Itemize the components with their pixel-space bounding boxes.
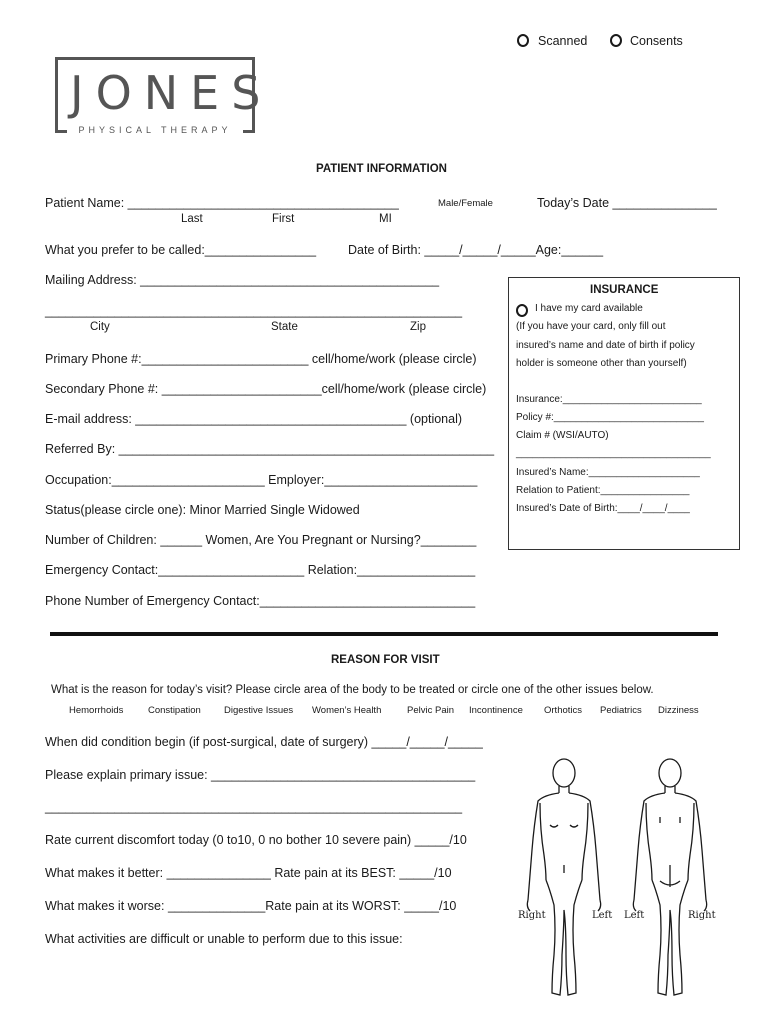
status-field[interactable]: Status(please circle one): Minor Married Single Widowed — [45, 503, 360, 517]
insurance-heading: INSURANCE — [590, 284, 659, 296]
condition-begin-field[interactable]: When did condition begin (if post-surgical, date of surgery) _____/_____/_____ — [45, 735, 483, 749]
back-body-figure[interactable] — [633, 759, 706, 995]
policy-field[interactable]: Policy #:___________________________ — [516, 412, 704, 423]
sub-label-zip: Zip — [410, 321, 426, 333]
consents-checkbox[interactable] — [610, 34, 622, 47]
scanned-checkbox[interactable] — [517, 34, 529, 47]
insured-name-field[interactable]: Insured’s Name:____________________ — [516, 467, 700, 478]
issue-pelvic-pain[interactable]: Pelvic Pain — [407, 705, 454, 716]
label-right-back: Right — [688, 910, 716, 921]
better-pain-best-field[interactable]: What makes it better: _______________ Rate pain at its BEST: _____/10 — [45, 866, 452, 880]
reason-heading: REASON FOR VISIT — [331, 654, 440, 666]
issue-dizziness[interactable]: Dizziness — [658, 705, 699, 716]
relation-field[interactable]: Relation to Patient:________________ — [516, 485, 690, 496]
logo — [55, 57, 273, 133]
todays-date-field[interactable]: Today’s Date _______________ — [537, 196, 717, 210]
sub-label-state: State — [271, 321, 298, 333]
emergency-phone-field[interactable]: Phone Number of Emergency Contact:_______________________________ — [45, 594, 476, 608]
claim-field[interactable]: ___________________________________ — [516, 448, 711, 459]
issue-hemorrhoids[interactable]: Hemorrhoids — [69, 705, 124, 716]
rate-discomfort-field[interactable]: Rate current discomfort today (0 to10, 0 no bother 10 severe pain) _____/10 — [45, 833, 467, 847]
primary-phone-field[interactable]: Primary Phone #:________________________ cell/home/work (please circle) — [45, 352, 477, 366]
activities-field[interactable]: What activities are difficult or unable to perform due to this issue: — [45, 932, 403, 946]
scanned-label: Scanned — [538, 34, 588, 48]
email-field[interactable]: E-mail address: _______________________________________ (optional) — [45, 412, 463, 426]
insurance-field[interactable]: Insurance:_________________________ — [516, 394, 702, 405]
address-line2-field[interactable]: ____________________________________________________________ — [45, 304, 463, 318]
card-available-checkbox[interactable] — [516, 304, 528, 317]
label-left-back: Left — [624, 910, 645, 921]
preferred-name-field[interactable]: What you prefer to be called:________________ — [45, 243, 317, 257]
emergency-contact-field[interactable]: Emergency Contact:_____________________ Relation:_________________ — [45, 563, 476, 577]
primary-issue-line2-field[interactable]: ____________________________________________________________ — [45, 800, 463, 814]
issue-pediatrics[interactable]: Pediatrics — [600, 705, 642, 716]
issue-orthotics[interactable]: Orthotics — [544, 705, 583, 716]
issue-constipation[interactable]: Constipation — [148, 705, 201, 716]
children-pregnancy-field[interactable]: Number of Children: ______ Women, Are You Pregnant or Nursing?________ — [45, 533, 477, 547]
sub-label-mi: MI — [379, 213, 392, 225]
reason-instruction: What is the reason for today’s visit? Please circle area of the body to be treated or circle one of the other issues below. — [51, 684, 654, 696]
label-left-front: Left — [592, 910, 613, 921]
card-available-label: I have my card available — [535, 303, 643, 314]
insurance-note-2: insured’s name and date of birth if policy — [516, 340, 695, 351]
logo-main-text: JONES — [70, 66, 273, 120]
consents-label: Consents — [630, 34, 683, 48]
sub-label-city: City — [90, 321, 110, 333]
sub-label-last: Last — [181, 213, 203, 225]
issue-incontinence[interactable]: Incontinence — [469, 705, 523, 716]
front-body-figure[interactable] — [527, 759, 600, 995]
worse-pain-worst-field[interactable]: What makes it worse: ______________Rate pain at its WORST: _____/10 — [45, 899, 457, 913]
referred-by-field[interactable]: Referred By: ______________________________________________________ — [45, 442, 495, 456]
patient-info-heading: PATIENT INFORMATION — [316, 163, 447, 175]
sex-field[interactable]: Male/Female — [438, 198, 493, 209]
dob-age-field[interactable]: Date of Birth: _____/_____/_____Age:______ — [348, 243, 604, 257]
insured-dob-field[interactable]: Insured’s Date of Birth:____/____/____ — [516, 503, 690, 514]
insurance-note-1: (If you have your card, only fill out — [516, 321, 666, 332]
label-right-front: Right — [518, 910, 546, 921]
mailing-address-field[interactable]: Mailing Address: ___________________________________________ — [45, 273, 440, 287]
issue-womens-health[interactable]: Women’s Health — [312, 705, 382, 716]
insurance-note-3: holder is someone other than yourself) — [516, 358, 687, 369]
secondary-phone-field[interactable]: Secondary Phone #: _______________________cell/home/work (please circle) — [45, 382, 487, 396]
section-divider — [50, 632, 718, 636]
issue-digestive[interactable]: Digestive Issues — [224, 705, 294, 716]
logo-sub-text: PHYSICAL THERAPY — [78, 125, 232, 135]
patient-name-field[interactable]: Patient Name: _______________________________________ — [45, 196, 399, 210]
sub-label-first: First — [272, 213, 295, 225]
body-diagram[interactable] — [510, 755, 725, 1005]
claim-label: Claim # (WSI/AUTO) — [516, 430, 609, 441]
primary-issue-field[interactable]: Please explain primary issue: ______________________________________ — [45, 768, 476, 782]
occupation-employer-field[interactable]: Occupation:______________________ Employer:______________________ — [45, 473, 478, 487]
